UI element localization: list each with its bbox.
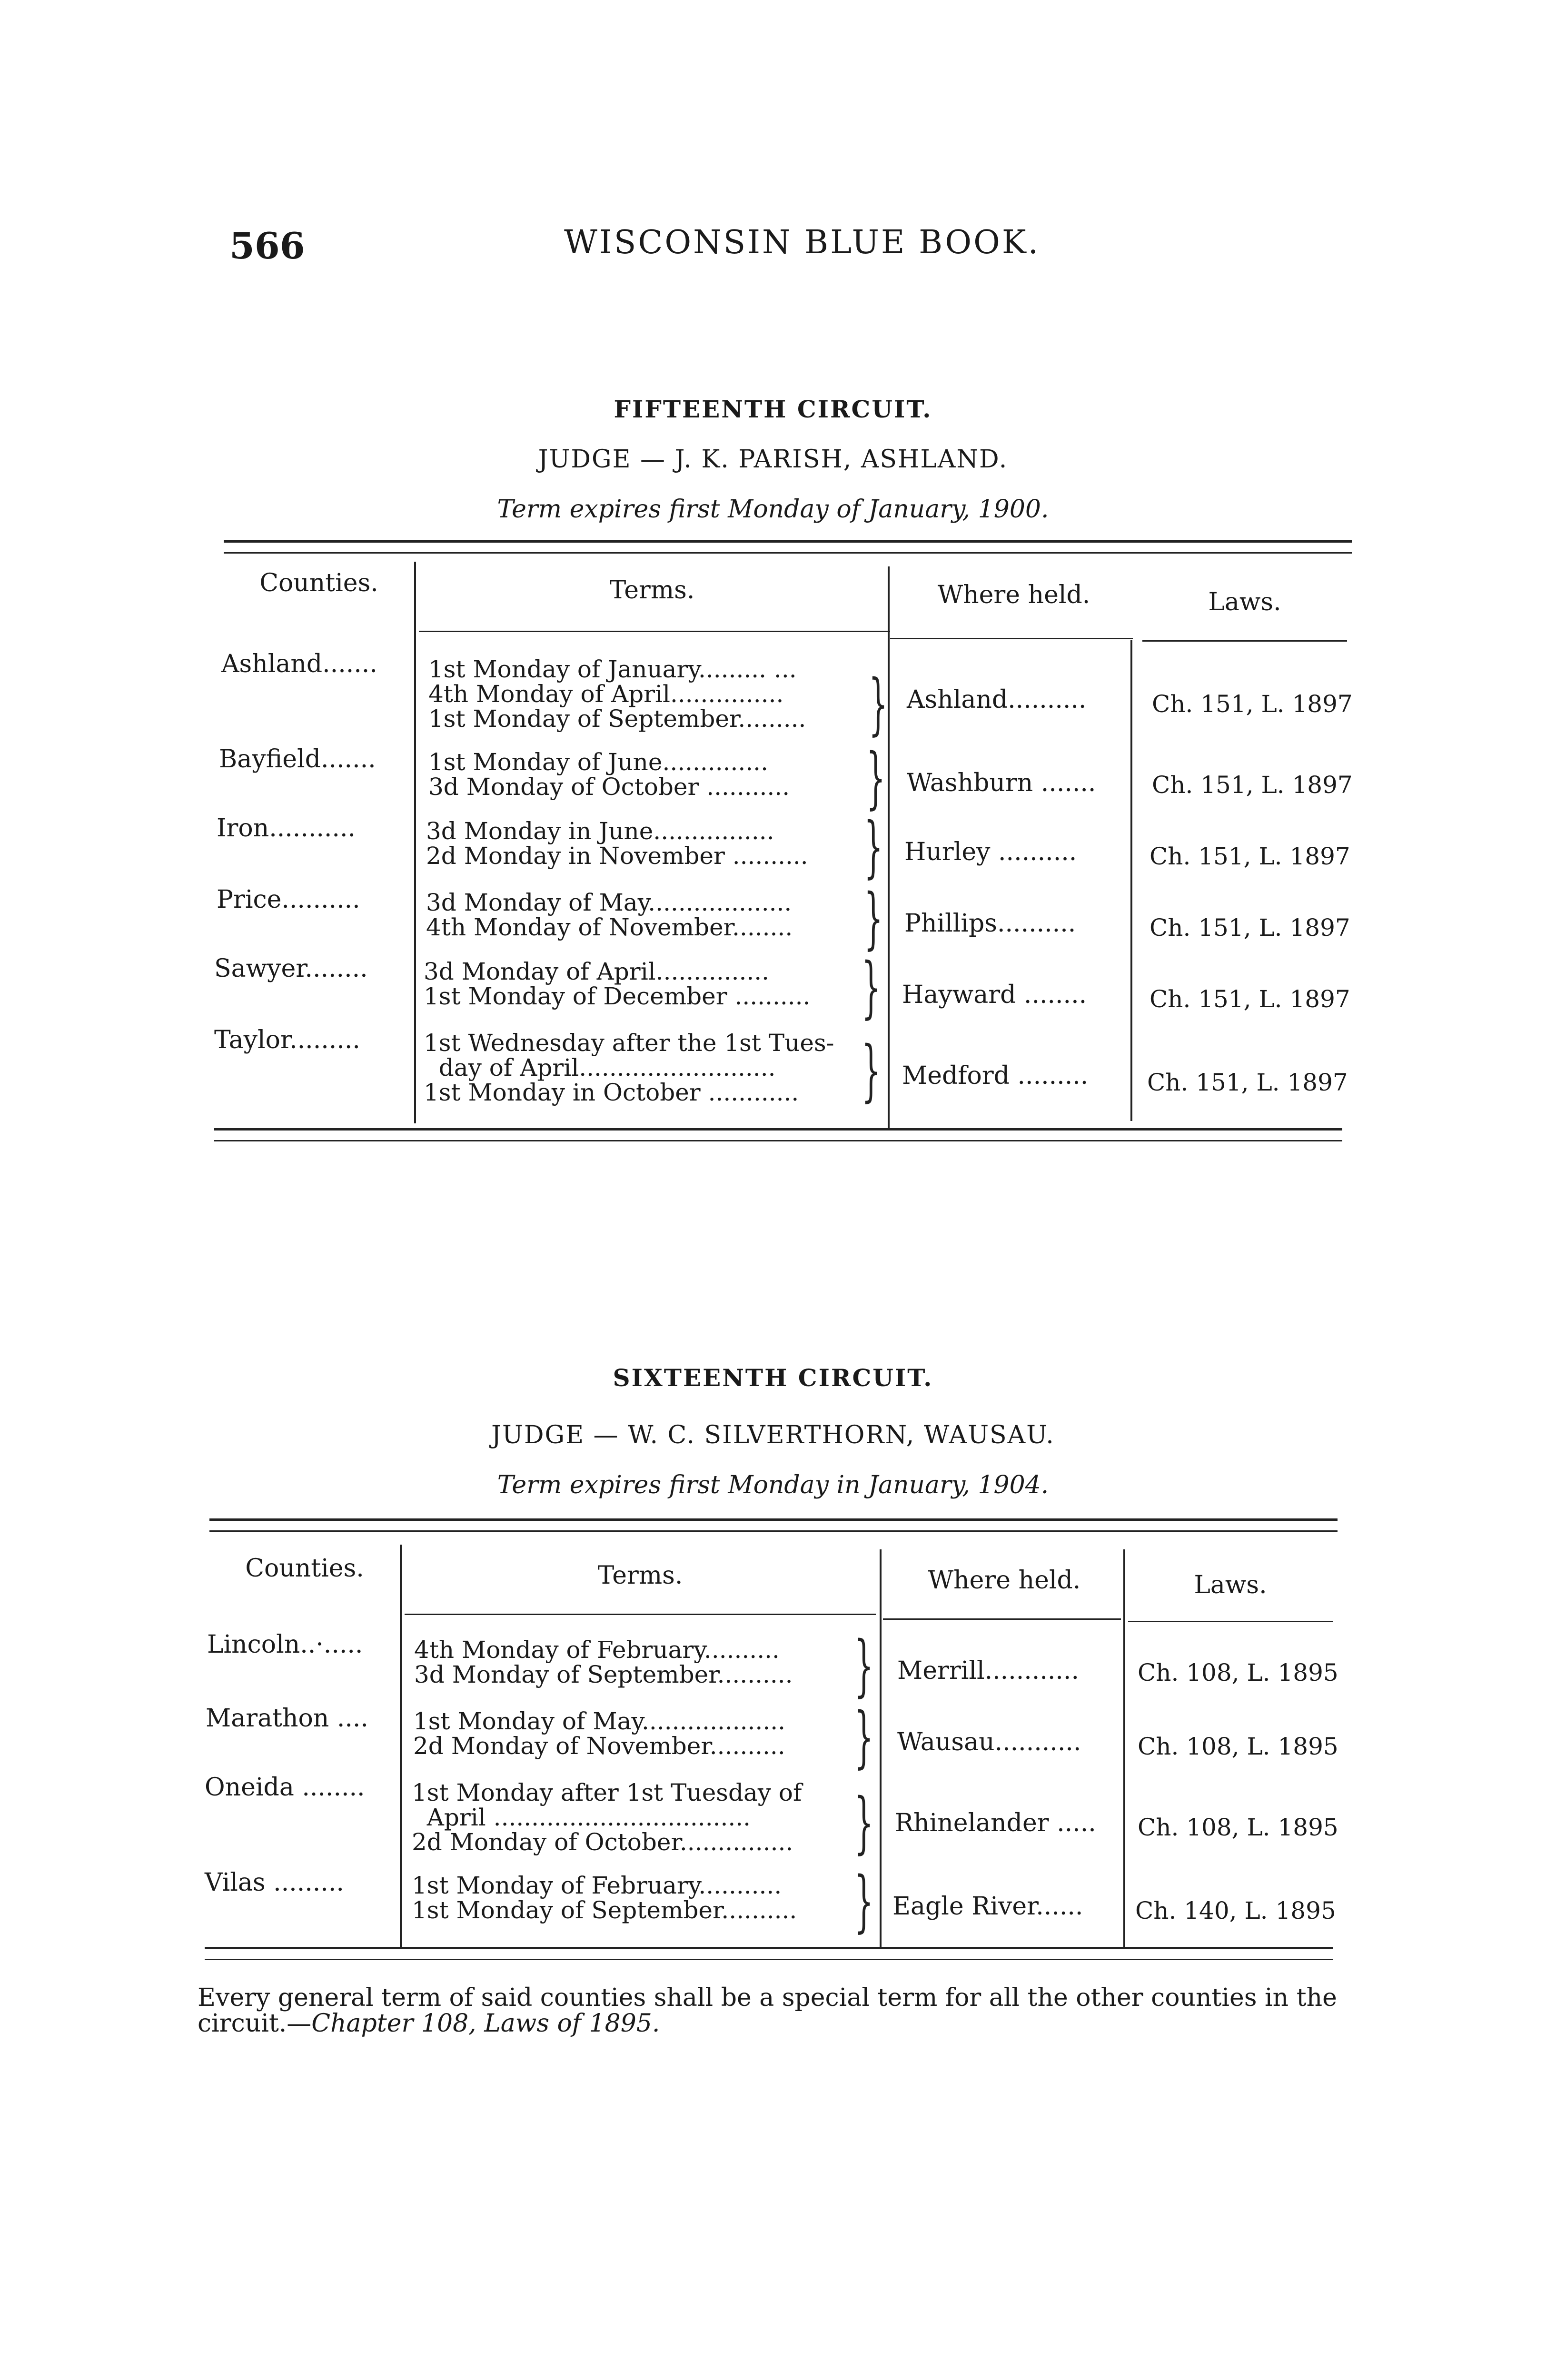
county-name: Ashland....... — [221, 650, 377, 678]
where-held: Wausau........... — [897, 1728, 1081, 1756]
running-title: WISCONSIN BLUE BOOK. — [564, 224, 1041, 261]
brace: } — [864, 808, 883, 886]
col-head-counties: Counties. — [245, 1554, 364, 1583]
where-held: Hurley .......... — [904, 838, 1077, 866]
footnote-citation: Chapter 108, Laws of 1895. — [311, 2009, 660, 2038]
column-divider — [1123, 1549, 1125, 1949]
column-divider — [880, 1549, 882, 1949]
where-held: Medford ......... — [902, 1061, 1089, 1090]
brace: } — [869, 665, 888, 743]
page-number: 566 — [229, 225, 305, 267]
county-name: Bayfield....... — [219, 745, 376, 774]
law-citation: Ch. 151, L. 1897 — [1147, 1069, 1348, 1096]
law-citation: Ch. 108, L. 1895 — [1138, 1814, 1338, 1841]
law-citation: Ch. 151, L. 1897 — [1150, 843, 1350, 870]
county-name: Taylor......... — [214, 1026, 360, 1054]
term-dates: 1st Monday of January......... ... 4th Monday of April............... 1st Monday of September......... — [428, 655, 806, 733]
brace: } — [854, 1627, 874, 1705]
circuit-title: FIFTEENTH CIRCUIT. — [614, 395, 932, 423]
brace: } — [864, 880, 883, 957]
col-head-terms: Terms. — [597, 1561, 683, 1590]
term-dates: 1st Monday after 1st Tuesday of April .................................. 2d Monday of October............... — [412, 1779, 802, 1856]
brace: } — [854, 1698, 874, 1776]
term-dates: 1st Monday of June.............. 3d Monday of October ........... — [428, 748, 790, 801]
term-dates: 1st Monday of February........... 1st Monday of September.......... — [412, 1872, 797, 1924]
col-head-laws: Laws. — [1208, 588, 1281, 616]
where-held: Washburn ....... — [907, 769, 1096, 797]
county-name: Oneida ........ — [205, 1773, 365, 1802]
where-held: Phillips.......... — [904, 909, 1076, 938]
brace: } — [866, 739, 886, 817]
footnote-text: Every general term of said counties shall be a special term for all the other counties in the circuit.— — [198, 1983, 1337, 2038]
brace: } — [862, 949, 881, 1026]
law-citation: Ch. 151, L. 1897 — [1150, 914, 1350, 942]
term-dates: 3d Monday in June................ 2d Monday in November .......... — [426, 817, 808, 870]
county-name: Sawyer........ — [214, 954, 368, 983]
footnote — [198, 1985, 1340, 2036]
term-dates: 1st Wednesday after the 1st Tues- day of April.......................... 1st Monday in October ............ — [424, 1029, 834, 1106]
header-underline — [405, 1614, 876, 1615]
law-citation: Ch. 151, L. 1897 — [1152, 690, 1353, 718]
term-dates: 3d Monday of May................... 4th Monday of November........ — [426, 889, 793, 941]
col-head-where-held: Where held. — [928, 1566, 1081, 1595]
col-head-counties: Counties. — [259, 569, 378, 597]
law-citation: Ch. 151, L. 1897 — [1152, 771, 1353, 799]
county-name: Vilas ......... — [205, 1868, 344, 1897]
bottom-rule-inner — [205, 1959, 1333, 1960]
column-divider — [400, 1545, 402, 1947]
where-held: Merrill............ — [897, 1656, 1079, 1685]
circuit-title: SIXTEENTH CIRCUIT. — [613, 1364, 933, 1392]
col-head-where-held: Where held. — [937, 581, 1090, 609]
law-citation: Ch. 108, L. 1895 — [1138, 1733, 1338, 1760]
law-citation: Ch. 151, L. 1897 — [1150, 985, 1350, 1013]
county-name: Lincoln..·..... — [207, 1630, 363, 1659]
where-held: Eagle River...... — [892, 1892, 1083, 1921]
where-held: Rhinelander ..... — [895, 1809, 1096, 1837]
col-head-terms: Terms. — [609, 576, 695, 605]
header-underline — [883, 1618, 1121, 1620]
brace: } — [862, 1032, 881, 1110]
brace: } — [854, 1863, 874, 1940]
county-name: Iron........... — [217, 814, 356, 843]
term-expires: Term expires first Monday in January, 1904. — [497, 1471, 1049, 1499]
term-dates: 4th Monday of February.......... 3d Monday of September.......... — [414, 1636, 793, 1688]
term-dates: 1st Monday of May................... 2d Monday of November.......... — [413, 1707, 786, 1760]
county-name: Marathon .... — [206, 1704, 368, 1733]
term-dates: 3d Monday of April............... 1st Monday of December .......... — [424, 958, 811, 1010]
law-citation: Ch. 140, L. 1895 — [1135, 1897, 1336, 1924]
bottom-rule — [205, 1947, 1333, 1949]
law-citation: Ch. 108, L. 1895 — [1138, 1659, 1338, 1686]
where-held: Hayward ........ — [902, 981, 1087, 1009]
header-underline — [1128, 1621, 1333, 1622]
term-expires: Term expires first Monday of January, 1900. — [497, 495, 1049, 524]
judge-line: JUDGE — J. K. PARISH, ASHLAND. — [538, 445, 1008, 474]
where-held: Ashland.......... — [907, 685, 1087, 714]
brace: } — [854, 1784, 874, 1862]
judge-line: JUDGE — W. C. SILVERTHORN, WAUSAU. — [491, 1421, 1055, 1449]
county-name: Price.......... — [217, 885, 360, 914]
col-head-laws: Laws. — [1194, 1571, 1267, 1599]
